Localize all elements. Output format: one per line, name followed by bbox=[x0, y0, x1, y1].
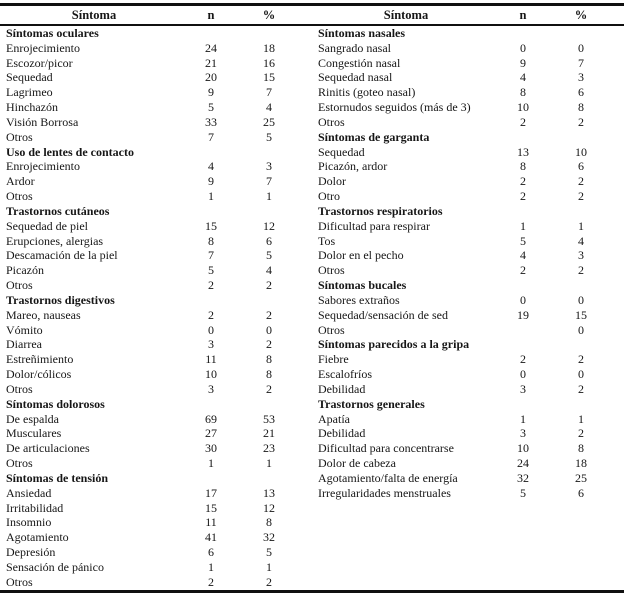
count-value: 10 bbox=[517, 100, 529, 115]
percent-value: 3 bbox=[578, 70, 584, 85]
table-row bbox=[312, 234, 624, 249]
symptom-label: Musculares bbox=[6, 426, 62, 441]
percent-value: 1 bbox=[578, 411, 584, 426]
symptom-label: De articulaciones bbox=[6, 441, 90, 456]
symptom-label: Estreñimiento bbox=[6, 352, 74, 367]
percent-value: 2 bbox=[578, 114, 584, 129]
symptom-label: Vómito bbox=[6, 322, 43, 337]
count-value: 5 bbox=[520, 233, 526, 248]
column-header-symptom: Síntoma bbox=[383, 8, 429, 22]
count-value: 2 bbox=[208, 574, 214, 589]
symptom-label: Irregularidades menstruales bbox=[318, 485, 451, 500]
table-row bbox=[312, 85, 624, 100]
symptom-label: Otros bbox=[6, 574, 33, 589]
symptom-label: Descamación de la piel bbox=[6, 248, 118, 263]
table-row bbox=[0, 234, 312, 249]
symptom-label: Erupciones, alergias bbox=[6, 233, 104, 248]
count-value: 4 bbox=[520, 70, 526, 85]
percent-value: 8 bbox=[266, 352, 272, 367]
percent-value: 8 bbox=[578, 441, 584, 456]
table-row bbox=[0, 560, 312, 575]
symptom-label: Debilidad bbox=[318, 381, 366, 396]
symptom-label: Otros bbox=[6, 381, 33, 396]
section-title: Síntomas de garganta bbox=[318, 129, 430, 144]
column-header-n: n bbox=[519, 8, 527, 22]
section-header-row bbox=[0, 471, 312, 486]
table-row bbox=[312, 412, 624, 427]
percent-value: 2 bbox=[578, 426, 584, 441]
table-row bbox=[312, 471, 624, 486]
count-value: 9 bbox=[520, 55, 526, 70]
section-header-row bbox=[0, 397, 312, 412]
table-row bbox=[312, 248, 624, 263]
section-title: Síntomas oculares bbox=[6, 26, 99, 40]
table-row bbox=[0, 501, 312, 516]
symptom-label: Fiebre bbox=[318, 352, 349, 367]
section-header-row bbox=[0, 26, 312, 41]
symptom-label: Sequedad de piel bbox=[6, 218, 88, 233]
table-row bbox=[0, 337, 312, 352]
count-value: 1 bbox=[520, 218, 526, 233]
table-row bbox=[312, 56, 624, 71]
count-value: 3 bbox=[208, 381, 214, 396]
column-header-percent: % bbox=[574, 8, 588, 22]
percent-value: 0 bbox=[578, 367, 584, 382]
symptom-label: Ansiedad bbox=[6, 485, 52, 500]
percent-value: 4 bbox=[266, 100, 272, 115]
section-title: Trastornos respiratorios bbox=[318, 203, 443, 218]
table-row bbox=[0, 85, 312, 100]
table-row bbox=[312, 159, 624, 174]
count-value: 20 bbox=[205, 70, 217, 85]
table-row bbox=[0, 515, 312, 530]
table-row bbox=[0, 486, 312, 501]
count-value: 2 bbox=[208, 278, 214, 293]
percent-value: 2 bbox=[578, 189, 584, 204]
table-row bbox=[312, 486, 624, 501]
symptom-label: Diarrea bbox=[6, 337, 42, 352]
section-title: Uso de lentes de contacto bbox=[6, 144, 134, 159]
count-value: 19 bbox=[517, 307, 529, 322]
section-header-row bbox=[312, 397, 624, 412]
percent-value: 5 bbox=[266, 544, 272, 559]
symptom-label: Dolor bbox=[318, 174, 346, 189]
table-row bbox=[0, 308, 312, 323]
section-header-row bbox=[0, 204, 312, 219]
percent-value: 2 bbox=[578, 263, 584, 278]
table-row bbox=[312, 219, 624, 234]
symptom-label: Sequedad nasal bbox=[318, 70, 393, 85]
symptom-label: Otros bbox=[6, 456, 33, 471]
count-value: 0 bbox=[520, 292, 526, 307]
percent-value: 7 bbox=[266, 174, 272, 189]
count-value: 0 bbox=[208, 322, 214, 337]
symptom-label: De espalda bbox=[6, 411, 59, 426]
percent-value: 6 bbox=[266, 233, 272, 248]
percent-value: 6 bbox=[578, 85, 584, 100]
count-value: 2 bbox=[520, 174, 526, 189]
count-value: 1 bbox=[208, 456, 214, 471]
table-row bbox=[0, 189, 312, 204]
section-header-row bbox=[0, 145, 312, 160]
count-value: 21 bbox=[205, 55, 217, 70]
symptom-label: Lagrimeo bbox=[6, 85, 53, 100]
symptom-label: Otro bbox=[318, 189, 340, 204]
document-page bbox=[0, 3, 624, 601]
symptom-label: Agotamiento bbox=[6, 530, 69, 545]
percent-value: 18 bbox=[263, 40, 275, 55]
section-title: Síntomas dolorosos bbox=[6, 396, 105, 411]
table-row bbox=[312, 352, 624, 367]
count-value: 41 bbox=[205, 530, 217, 545]
count-value: 4 bbox=[208, 159, 214, 174]
count-value: 27 bbox=[205, 426, 217, 441]
percent-value: 3 bbox=[266, 159, 272, 174]
symptom-label: Picazón bbox=[6, 263, 44, 278]
symptom-label: Sabores extraños bbox=[318, 292, 400, 307]
percent-value: 6 bbox=[578, 485, 584, 500]
symptom-label: Otros bbox=[318, 322, 345, 337]
table-row bbox=[0, 130, 312, 145]
symptoms-table bbox=[0, 3, 624, 593]
count-value: 5 bbox=[208, 263, 214, 278]
count-value: 10 bbox=[205, 367, 217, 382]
percent-value: 16 bbox=[263, 55, 275, 70]
symptom-label: Insomnio bbox=[6, 515, 52, 530]
count-value: 4 bbox=[520, 248, 526, 263]
symptom-label: Otros bbox=[6, 129, 33, 144]
count-value: 30 bbox=[205, 441, 217, 456]
symptom-label: Enrojecimiento bbox=[6, 40, 80, 55]
symptom-label: Sangrado nasal bbox=[318, 40, 391, 55]
count-value: 0 bbox=[520, 40, 526, 55]
table-row bbox=[312, 70, 624, 85]
table-row bbox=[0, 352, 312, 367]
percent-value: 0 bbox=[578, 322, 584, 337]
percent-value: 12 bbox=[263, 218, 275, 233]
count-value: 11 bbox=[205, 352, 217, 367]
table-row bbox=[0, 441, 312, 456]
section-header-row bbox=[312, 26, 624, 41]
percent-value: 2 bbox=[266, 337, 272, 352]
symptom-label: Otros bbox=[318, 114, 345, 129]
table-row bbox=[0, 382, 312, 397]
symptom-label: Hinchazón bbox=[6, 100, 58, 115]
count-value: 2 bbox=[520, 114, 526, 129]
percent-value: 2 bbox=[266, 307, 272, 322]
percent-value: 7 bbox=[266, 85, 272, 100]
count-value: 17 bbox=[205, 485, 217, 500]
table-row bbox=[0, 530, 312, 545]
symptom-label: Estornudos seguidos (más de 3) bbox=[318, 100, 471, 115]
section-header-row bbox=[0, 293, 312, 308]
count-value: 6 bbox=[208, 544, 214, 559]
percent-value: 25 bbox=[263, 114, 275, 129]
percent-value: 4 bbox=[266, 263, 272, 278]
table-row bbox=[312, 189, 624, 204]
table-header-row bbox=[0, 6, 624, 26]
percent-value: 4 bbox=[578, 233, 584, 248]
table-body bbox=[0, 26, 624, 590]
symptom-label: Dificultad para respirar bbox=[318, 218, 430, 233]
percent-value: 32 bbox=[263, 530, 275, 545]
percent-value: 2 bbox=[266, 574, 272, 589]
percent-value: 53 bbox=[263, 411, 275, 426]
count-value bbox=[494, 323, 552, 338]
symptom-label: Irritabilidad bbox=[6, 500, 64, 515]
table-row bbox=[312, 323, 624, 338]
table-row bbox=[312, 115, 624, 130]
symptom-label: Sequedad/sensación de sed bbox=[318, 307, 448, 322]
percent-value: 8 bbox=[266, 515, 272, 530]
count-value: 1 bbox=[520, 411, 526, 426]
table-row bbox=[0, 545, 312, 560]
count-value: 32 bbox=[517, 470, 529, 485]
count-value: 3 bbox=[520, 426, 526, 441]
percent-value: 1 bbox=[578, 218, 584, 233]
right-table-header bbox=[312, 6, 624, 24]
count-value: 2 bbox=[520, 263, 526, 278]
count-value: 2 bbox=[520, 352, 526, 367]
symptom-label: Agotamiento/falta de energía bbox=[318, 470, 458, 485]
count-value: 33 bbox=[205, 114, 217, 129]
column-header-n: n bbox=[207, 8, 215, 22]
percent-value: 6 bbox=[578, 159, 584, 174]
percent-value: 12 bbox=[263, 500, 275, 515]
count-value: 9 bbox=[208, 85, 214, 100]
count-value: 3 bbox=[520, 381, 526, 396]
table-row bbox=[0, 100, 312, 115]
symptom-label: Enrojecimiento bbox=[6, 159, 80, 174]
count-value: 3 bbox=[208, 337, 214, 352]
percent-value: 2 bbox=[578, 352, 584, 367]
symptom-label: Rinitis (goteo nasal) bbox=[318, 85, 416, 100]
percent-value: 25 bbox=[575, 470, 587, 485]
table-row bbox=[0, 174, 312, 189]
count-value: 7 bbox=[208, 129, 214, 144]
percent-value: 5 bbox=[266, 129, 272, 144]
percent-value: 15 bbox=[575, 307, 587, 322]
symptom-label: Dificultad para concentrarse bbox=[318, 441, 454, 456]
count-value: 24 bbox=[517, 456, 529, 471]
percent-value: 21 bbox=[263, 426, 275, 441]
symptom-label: Dolor en el pecho bbox=[318, 248, 404, 263]
percent-value: 13 bbox=[263, 485, 275, 500]
table-row bbox=[312, 456, 624, 471]
percent-value: 8 bbox=[578, 100, 584, 115]
section-title: Trastornos digestivos bbox=[6, 292, 115, 307]
percent-value: 2 bbox=[578, 381, 584, 396]
count-value: 11 bbox=[205, 515, 217, 530]
section-header-row bbox=[312, 130, 624, 145]
left-table-body bbox=[0, 26, 312, 589]
symptom-label: Visión Borrosa bbox=[6, 114, 79, 129]
count-value: 5 bbox=[208, 100, 214, 115]
symptom-label: Sequedad bbox=[6, 70, 53, 85]
percent-value: 8 bbox=[266, 367, 272, 382]
symptom-label: Escozor/picor bbox=[6, 55, 73, 70]
table-row bbox=[0, 412, 312, 427]
symptom-label: Dolor/cólicos bbox=[6, 367, 72, 382]
section-title: Síntomas de tensión bbox=[6, 470, 109, 485]
symptom-label: Depresión bbox=[6, 544, 56, 559]
percent-value: 1 bbox=[266, 456, 272, 471]
count-value: 8 bbox=[208, 233, 214, 248]
count-value: 1 bbox=[208, 559, 214, 574]
percent-value: 1 bbox=[266, 559, 272, 574]
table-row bbox=[312, 41, 624, 56]
table-row bbox=[312, 145, 624, 160]
table-row bbox=[312, 367, 624, 382]
table-row bbox=[0, 367, 312, 382]
count-value: 13 bbox=[517, 144, 529, 159]
symptom-label: Ardor bbox=[6, 174, 35, 189]
percent-value: 2 bbox=[266, 381, 272, 396]
table-row bbox=[0, 56, 312, 71]
table-row bbox=[312, 382, 624, 397]
table-row bbox=[0, 70, 312, 85]
count-value: 2 bbox=[520, 189, 526, 204]
count-value: 0 bbox=[520, 367, 526, 382]
percent-value: 5 bbox=[266, 248, 272, 263]
symptom-label: Mareo, nauseas bbox=[6, 307, 81, 322]
percent-value: 18 bbox=[575, 456, 587, 471]
count-value: 7 bbox=[208, 248, 214, 263]
table-row bbox=[312, 308, 624, 323]
column-header-percent: % bbox=[262, 8, 276, 22]
section-title: Síntomas bucales bbox=[318, 278, 407, 293]
table-row bbox=[312, 426, 624, 441]
right-table-body bbox=[312, 26, 624, 501]
percent-value: 2 bbox=[266, 278, 272, 293]
percent-value: 15 bbox=[263, 70, 275, 85]
table-row bbox=[0, 248, 312, 263]
count-value: 2 bbox=[208, 307, 214, 322]
table-row bbox=[0, 219, 312, 234]
table-row bbox=[0, 278, 312, 293]
table-row bbox=[0, 263, 312, 278]
table-row bbox=[0, 323, 312, 338]
percent-value: 2 bbox=[578, 174, 584, 189]
percent-value: 0 bbox=[578, 40, 584, 55]
section-header-row bbox=[312, 204, 624, 219]
symptom-label: Sequedad bbox=[318, 144, 365, 159]
count-value: 15 bbox=[205, 500, 217, 515]
percent-value: 0 bbox=[578, 292, 584, 307]
table-row bbox=[0, 41, 312, 56]
table-row bbox=[0, 159, 312, 174]
table-row bbox=[312, 263, 624, 278]
section-title: Síntomas parecidos a la gripa bbox=[318, 337, 470, 352]
percent-value: 1 bbox=[266, 189, 272, 204]
percent-value: 0 bbox=[266, 322, 272, 337]
table-row bbox=[312, 100, 624, 115]
symptom-label: Otros bbox=[6, 189, 33, 204]
count-value: 24 bbox=[205, 40, 217, 55]
column-header-symptom: Síntoma bbox=[71, 8, 117, 22]
table-row bbox=[0, 115, 312, 130]
section-header-row bbox=[312, 278, 624, 293]
symptom-label: Apatía bbox=[318, 411, 350, 426]
percent-value: 3 bbox=[578, 248, 584, 263]
left-table-header bbox=[0, 6, 312, 24]
count-value: 8 bbox=[520, 159, 526, 174]
count-value: 15 bbox=[205, 218, 217, 233]
percent-value: 7 bbox=[578, 55, 584, 70]
percent-value: 23 bbox=[263, 441, 275, 456]
symptom-label: Otros bbox=[6, 278, 33, 293]
count-value: 1 bbox=[208, 189, 214, 204]
symptom-label: Picazón, ardor bbox=[318, 159, 388, 174]
table-row bbox=[0, 456, 312, 471]
symptom-label: Debilidad bbox=[318, 426, 366, 441]
count-value: 8 bbox=[520, 85, 526, 100]
symptom-label: Sensación de pánico bbox=[6, 559, 104, 574]
section-title: Trastornos generales bbox=[318, 396, 425, 411]
count-value: 69 bbox=[205, 411, 217, 426]
section-title: Trastornos cutáneos bbox=[6, 203, 110, 218]
table-row bbox=[312, 441, 624, 456]
table-row bbox=[312, 174, 624, 189]
table-row bbox=[312, 293, 624, 308]
symptom-label: Tos bbox=[318, 233, 336, 248]
count-value: 5 bbox=[520, 485, 526, 500]
table-row bbox=[0, 575, 312, 590]
count-value: 10 bbox=[517, 441, 529, 456]
table-row bbox=[0, 426, 312, 441]
count-value: 9 bbox=[208, 174, 214, 189]
section-title: Síntomas nasales bbox=[318, 26, 406, 40]
symptom-label: Otros bbox=[318, 263, 345, 278]
symptom-label: Congestión nasal bbox=[318, 55, 401, 70]
percent-value: 10 bbox=[575, 144, 587, 159]
section-header-row bbox=[312, 337, 624, 352]
symptom-label: Dolor de cabeza bbox=[318, 456, 396, 471]
symptom-label: Escalofríos bbox=[318, 367, 372, 382]
